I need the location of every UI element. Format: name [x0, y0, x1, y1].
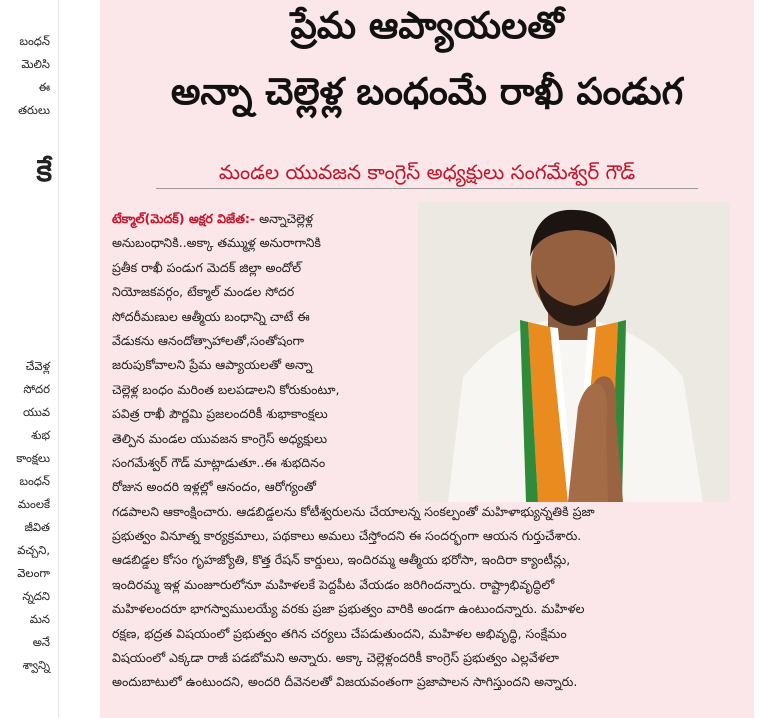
body-line: పవిత్ర రాఖీ పౌర్ణమి ప్రజలందరికీ శుభాకాంక్షలు: [112, 406, 328, 422]
fragment-text: సోదర: [23, 382, 50, 396]
fragment-text: ఈ: [38, 80, 50, 94]
fragment-text: మంలకే: [17, 497, 50, 511]
fragment-text: అనే: [32, 635, 50, 649]
body-line: టేక్మాల్(మెదక్) అక్షర విజేత:- అన్నాచెల్లెళ్ల: [112, 211, 314, 226]
article-body: [112, 207, 740, 695]
fragment-text: తరులు: [18, 103, 50, 117]
fragment-text: శ్వాన్ని: [22, 658, 50, 672]
fragment-text: బంధన్: [19, 474, 50, 488]
subheadline: మండల యువజన కాంగ్రెస్ అధ్యక్షులు సంగమేశ్వర్ గౌడ్: [218, 160, 636, 184]
adjacent-article-fragment: [0, 0, 58, 718]
body-line: నియోజకవర్గం, టేక్మాల్ మండల సోదర: [112, 284, 295, 300]
column-gutter: [58, 0, 100, 718]
fragment-text: వచ్చని,: [17, 543, 50, 557]
fragment-text: కాంక్షలు: [16, 451, 50, 465]
headline-line-2: అన్నా చెల్లెళ్ల బంధంమే రాఖీ పండుగ: [170, 70, 684, 113]
body-line: సంగమేశ్వర్ గౌడ్ మాట్లాడుతూ..ఈ శుభదినం: [112, 454, 326, 470]
body-line: జరుపుకోవాలని ప్రేమ ఆప్యాయలతో అన్నా: [112, 357, 313, 373]
body-line: ఆడబిడ్డల కోసం గృహజ్యోతి, కొత్త రేషన్ కార్డులు, ఇందిరమ్మ ఆత్మీయ భరోసా, ఇందిరా క్యాంటీన్లు,: [112, 552, 571, 568]
subheadline-underline: [156, 188, 698, 189]
fragment-text: శుభ: [31, 428, 50, 442]
body-line: మహిళలందరూ భాగస్వాములయ్యే వరకు ప్రజా ప్రభుత్వం వారికి అండగా ఉంటుందన్నారు. మహిళల: [112, 601, 585, 617]
body-line: సోదరీమణుల ఆత్మీయ బంధాన్ని చాటే ఈ: [112, 308, 310, 324]
fragment-text: యువ: [23, 405, 50, 419]
body-line: గడపాలని ఆకాంక్షించారు. ఆడబిడ్డలను కోటీశ్వరులను చేయాలన్న సంకల్పంతో మహిళాభ్యున్నతికి ప్రజా: [112, 503, 595, 519]
fragment-text: న్నదని: [22, 589, 50, 603]
body-line: అనుబంధానికి..అక్కా తమ్ముళ్ల అనురాగానికి: [112, 235, 321, 251]
body-line: ఇందిరమ్మ ఇళ్ల మంజూరులోనూ మహిళలకే పెద్దపీట వేయడం జరిగిందన్నారు. రాష్ట్రాభివృద్ధిలో: [112, 576, 555, 592]
body-line: విషయంలో ఎక్కడా రాజీ పడబోమని అన్నారు. అక్కా చెల్లెళ్లందరికీ కాంగ్రెస్ ప్రభుత్వం ఎల్లవేళలా: [112, 650, 559, 666]
fragment-text: వెలంగా: [17, 566, 50, 580]
fragment-text: జీవిత: [24, 520, 50, 534]
dateline: టేక్మాల్(మెదక్) అక్షర విజేత:-: [112, 211, 256, 226]
fragment-big-char: కే: [36, 154, 52, 189]
fragment-text: మెలిసి: [21, 57, 50, 71]
body-line: ప్రభుత్వం వినూత్న కార్యక్రమాలు, పథకాలు అమలు చేస్తోందని ఈ సందర్భంగా ఆయన గుర్తుచేశారు.: [112, 528, 582, 544]
headline-line-1: ప్రేమ ఆప్యాయలతో: [290, 4, 564, 47]
body-line: రోజున అందరి ఇళ్లల్లో ఆనందం, ఆరోగ్యంతో: [112, 479, 316, 495]
fragment-text: మన: [29, 612, 50, 626]
body-line: అందుబాటులో ఉంటుందని, అందరి దీవెనలతో విజయవంతంగా ప్రజాపాలన సాగిస్తుందని అన్నారు.: [112, 674, 578, 690]
body-line: రక్షణ, భద్రత విషయంలో ప్రభుత్వం తగిన చర్యలు చేపడుతుందని, మహిళల అభివృద్ధి, సంక్షేమం: [112, 625, 567, 641]
body-line: తెల్పిన మండల యువజన కాంగ్రెస్ అధ్యక్షులు: [112, 430, 328, 446]
fragment-text: చేవెళ్ల: [25, 359, 50, 373]
body-line: ప్రతీక రాఖీ పండుగ మెదక్ జిల్లా అందోల్: [112, 259, 302, 275]
news-article: [100, 0, 754, 718]
fragment-text: బంధన్: [19, 34, 50, 48]
body-line: చెల్లెళ్ల బంధం మరింత బలపడాలని కోరుకుంటూ,: [112, 381, 340, 397]
body-line: వేడుకను ఆనందోత్సాహాలతో,సంతోషంగా: [112, 332, 305, 348]
